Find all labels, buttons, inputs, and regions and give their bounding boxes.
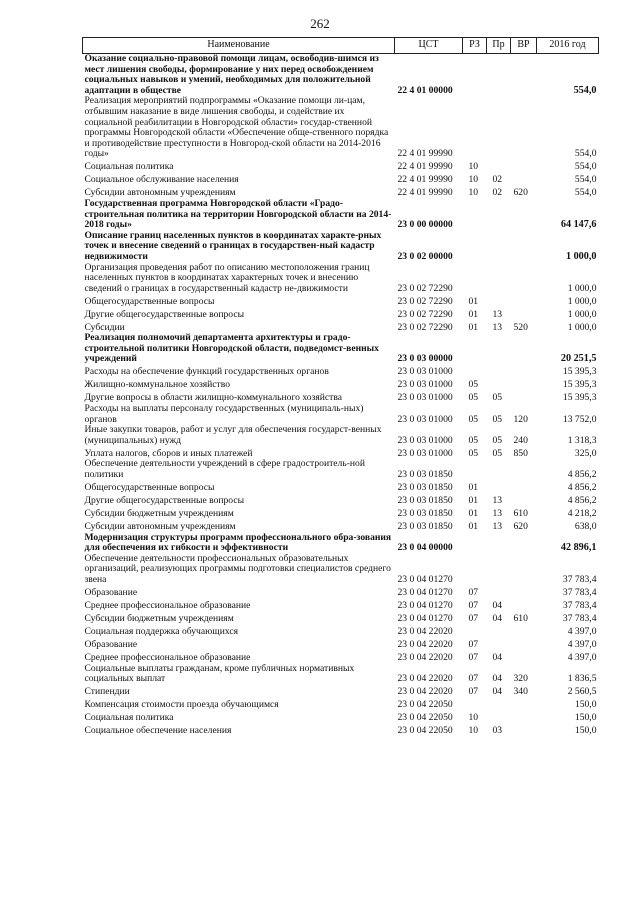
row-code: 23 0 04 22020 (397, 686, 453, 698)
row-expense-type (511, 638, 537, 651)
row-expense-type (511, 160, 537, 173)
row-expense-type (511, 333, 537, 365)
row-section: 10 (468, 712, 479, 724)
row-name: Социальное обеспечение населения (84, 725, 232, 737)
header-rz: РЗ (463, 38, 487, 54)
row-name: Иные закупки товаров, работ и услуг для обеспечения государст-венных (муниципальных) нужд (84, 424, 382, 446)
row-amount: 1 000,0 (565, 250, 597, 262)
table-row (83, 507, 599, 520)
row-code: 23 0 02 00000 (397, 250, 453, 262)
row-subsection: 04 (492, 600, 503, 611)
row-section: 07 (468, 686, 479, 698)
row-expense-type (511, 307, 537, 320)
row-amount: 20 251,5 (560, 353, 597, 365)
row-subsection: 04 (492, 686, 503, 698)
row-section: 07 (468, 600, 479, 611)
table-row (83, 404, 599, 425)
row-code: 23 0 03 01000 (397, 366, 453, 378)
row-amount: 554,0 (574, 187, 597, 199)
row-code: 23 0 04 22020 (397, 652, 453, 663)
row-section: 01 (468, 295, 479, 307)
row-subsection (487, 459, 511, 480)
row-name: Субсидии бюджетным учреждениям (84, 613, 234, 624)
table-row (83, 199, 599, 231)
row-subsection (487, 378, 511, 391)
budget-table (82, 37, 599, 737)
table-row (83, 231, 599, 263)
row-section: 07 (468, 652, 479, 663)
row-name: Общегосударственные вопросы (84, 482, 215, 494)
row-subsection: 03 (492, 725, 503, 737)
row-name: Среднее профессиональное образование (84, 600, 251, 611)
row-section: 10 (468, 187, 479, 199)
row-expense-type: 120 (513, 413, 528, 425)
row-amount: 1 000,0 (567, 308, 597, 320)
row-code: 23 0 02 72290 (397, 295, 453, 307)
row-amount: 1 000,0 (567, 282, 597, 294)
row-name: Реализация полномочий департамента архитектуры и градо-строительной политики Новгородской области, подведомст-венных учреждений (84, 332, 379, 365)
row-expense-type (511, 173, 537, 186)
row-section: 07 (468, 673, 479, 685)
row-name: Реализация мероприятий подпрограммы «Оказание помощи ли-цам, отбывшим наказание в виде лишения свободы, и содействие их социальной реабилитации в Новгородской области» государ-ственной программы Новгородской области «Обеспечение обще-ственного порядка и противодействие преступности в Новгород-ской области на 2014-2016 годы» (84, 95, 389, 160)
row-subsection (487, 294, 511, 307)
row-amount: 2 560,5 (567, 686, 597, 698)
row-amount: 42 896,1 (560, 542, 597, 554)
row-name: Общегосударственные вопросы (84, 295, 215, 307)
row-section: 01 (468, 321, 479, 333)
row-subsection: 02 (492, 174, 503, 186)
row-name: Социальная политика (84, 161, 174, 173)
row-name: Обеспечение деятельности профессиональных образовательных организаций, реализующих программы подготовки специалистов среднего звена (84, 552, 391, 585)
row-amount: 4 856,2 (567, 469, 597, 481)
table-row (83, 586, 599, 599)
row-section (463, 365, 487, 378)
table-row (83, 724, 599, 737)
row-amount: 15 395,3 (562, 392, 597, 404)
row-expense-type (511, 54, 537, 97)
row-name: Оказание социально-правовой помощи лицам, освободив-шимся из мест лишения свободы, формирование у них перед освобождением социальных навыков и умений, необходимых для положительной адаптации в обществе (84, 53, 379, 96)
row-amount: 554,0 (574, 148, 597, 160)
row-amount: 37 783,4 (562, 600, 597, 611)
row-code: 22 4 01 99990 (397, 187, 453, 199)
row-code: 23 0 04 22020 (397, 673, 453, 685)
row-subsection (487, 365, 511, 378)
row-section (463, 625, 487, 638)
table-row (83, 554, 599, 586)
row-code: 23 0 03 01000 (397, 379, 453, 391)
table-row (83, 160, 599, 173)
row-expense-type (511, 711, 537, 724)
table-row (83, 685, 599, 698)
table-header-row (83, 38, 599, 54)
row-code: 23 0 03 01000 (397, 392, 453, 404)
row-section (463, 554, 487, 586)
row-name: Государственная программа Новгородской области «Градо-строительная политика на территории Новгородской области на 2014-2018 годы» (84, 197, 392, 231)
row-name: Модернизация структуры программ профессионального обра-зования для обеспечения их гибкости и эффективности (84, 531, 392, 554)
table-row (83, 186, 599, 199)
table-row (83, 96, 599, 160)
table-row (83, 378, 599, 391)
row-expense-type: 610 (513, 508, 528, 520)
row-subsection (487, 333, 511, 365)
table-row (83, 698, 599, 711)
row-amount: 4 856,2 (567, 482, 597, 494)
table-row (83, 533, 599, 554)
row-code: 23 0 04 22050 (397, 712, 453, 724)
row-section (463, 698, 487, 711)
row-subsection (487, 554, 511, 586)
row-code: 23 0 04 22020 (397, 639, 453, 650)
row-code: 23 0 03 01000 (397, 413, 453, 425)
row-subsection (487, 54, 511, 97)
row-amount: 4 397,0 (567, 639, 597, 650)
table-row (83, 425, 599, 446)
row-section (463, 231, 487, 263)
row-code: 22 4 01 00000 (397, 84, 453, 96)
page-number: 262 (310, 16, 330, 31)
row-section: 07 (468, 639, 479, 650)
row-amount: 37 783,4 (562, 587, 597, 598)
row-section: 10 (468, 161, 479, 173)
row-section: 01 (468, 482, 479, 494)
row-expense-type (511, 96, 537, 160)
row-name: Социальная поддержка обучающихся (84, 626, 239, 637)
row-code: 23 0 04 01270 (397, 587, 453, 598)
row-expense-type: 320 (513, 673, 528, 685)
row-amount: 325,0 (574, 447, 597, 459)
table-row (83, 307, 599, 320)
row-section: 01 (468, 521, 479, 533)
row-expense-type (511, 263, 537, 295)
row-subsection (487, 263, 511, 295)
row-section (463, 96, 487, 160)
row-name: Другие вопросы в области жилищно-коммунального хозяйства (84, 392, 343, 404)
row-amount: 13 752,0 (562, 413, 597, 425)
row-subsection (487, 625, 511, 638)
row-subsection (487, 711, 511, 724)
row-code: 23 0 04 00000 (397, 542, 453, 554)
row-code: 23 0 03 01850 (397, 495, 453, 507)
row-name: Расходы на обеспечение функций государственных органов (84, 366, 329, 378)
row-expense-type (511, 294, 537, 307)
table-row (83, 711, 599, 724)
row-name: Среднее профессиональное образование (84, 652, 251, 663)
row-expense-type (511, 698, 537, 711)
row-name: Описание границ населенных пунктов в координатах характе-рных точек и внесение сведений о границах в государствен-ный кадастр недвижимости (84, 229, 382, 262)
row-amount: 15 395,3 (562, 379, 597, 391)
row-section: 05 (468, 447, 479, 459)
row-amount: 4 397,0 (567, 626, 597, 637)
table-row (83, 263, 599, 295)
row-section: 10 (468, 725, 479, 737)
row-code: 23 0 03 01850 (397, 508, 453, 520)
row-code: 23 0 03 01850 (397, 469, 453, 481)
row-expense-type (511, 651, 537, 664)
row-section: 07 (468, 613, 479, 624)
row-subsection (487, 231, 511, 263)
row-subsection (487, 533, 511, 554)
row-code: 23 0 03 00000 (397, 353, 453, 365)
row-expense-type (511, 391, 537, 404)
row-code: 23 0 04 01270 (397, 600, 453, 611)
row-expense-type (511, 199, 537, 231)
row-expense-type (511, 554, 537, 586)
row-amount: 1 000,0 (567, 321, 597, 333)
row-subsection: 13 (492, 308, 503, 320)
row-amount: 15 395,3 (562, 366, 597, 378)
row-amount: 37 783,4 (562, 574, 597, 585)
row-subsection: 04 (492, 673, 503, 685)
row-expense-type (511, 365, 537, 378)
row-amount: 554,0 (574, 174, 597, 186)
table-row (83, 54, 599, 97)
row-amount: 1 836,5 (567, 673, 597, 685)
row-amount: 638,0 (574, 521, 597, 533)
table-row (83, 494, 599, 507)
row-name: Жилищно-коммунальное хозяйство (84, 379, 231, 391)
row-code: 22 4 01 99990 (397, 174, 453, 186)
row-expense-type (511, 494, 537, 507)
table-body (83, 54, 599, 737)
row-code: 23 0 00 00000 (397, 219, 453, 231)
row-subsection (487, 199, 511, 231)
row-amount: 150,0 (574, 725, 597, 737)
row-name: Образование (84, 639, 138, 650)
table-row (83, 612, 599, 625)
row-code: 23 0 02 72290 (397, 282, 453, 294)
row-subsection (487, 698, 511, 711)
row-subsection (487, 160, 511, 173)
row-expense-type (511, 599, 537, 612)
row-code: 23 0 04 22020 (397, 626, 453, 637)
row-name: Социальное обслуживание населения (84, 174, 239, 186)
row-section (463, 263, 487, 295)
row-subsection: 13 (492, 521, 503, 533)
row-expense-type (511, 459, 537, 480)
table-row (83, 459, 599, 480)
header-pr: Пр (487, 38, 511, 54)
row-code: 23 0 02 72290 (397, 321, 453, 333)
row-expense-type (511, 724, 537, 737)
table-row (83, 638, 599, 651)
row-section (463, 459, 487, 480)
row-code: 23 0 02 72290 (397, 308, 453, 320)
row-amount: 37 783,4 (562, 613, 597, 624)
table-row (83, 599, 599, 612)
row-amount: 4 397,0 (567, 652, 597, 663)
table-row (83, 651, 599, 664)
row-expense-type: 610 (513, 613, 528, 624)
row-name: Другие общегосударственные вопросы (84, 308, 245, 320)
row-name: Стипендии (84, 686, 130, 698)
row-expense-type (511, 231, 537, 263)
row-name: Организация проведения работ по описанию местоположения границ населенных пунктов в координатах характерных точек и внесению сведений о границах в государственный кадастр не-движимости (84, 261, 370, 294)
row-name: Субсидии автономным учреждениям (84, 187, 236, 199)
row-subsection: 05 (492, 413, 503, 425)
row-amount: 150,0 (574, 699, 597, 711)
row-section: 05 (468, 434, 479, 446)
row-code: 23 0 04 01270 (397, 613, 453, 624)
row-name: Социальные выплаты гражданам, кроме публичных нормативных социальных выплат (84, 662, 355, 685)
row-expense-type: 620 (513, 521, 528, 533)
row-subsection (487, 638, 511, 651)
row-name: Компенсация стоимости проезда обучающимся (84, 699, 279, 711)
row-expense-type: 520 (513, 321, 528, 333)
row-subsection: 13 (492, 508, 503, 520)
header-name: Наименование (83, 38, 395, 54)
table-row (83, 173, 599, 186)
row-name: Субсидии бюджетным учреждениям (84, 508, 234, 520)
row-expense-type (511, 378, 537, 391)
table-row (83, 333, 599, 365)
row-subsection (487, 586, 511, 599)
row-expense-type (511, 586, 537, 599)
row-amount: 1 000,0 (567, 295, 597, 307)
row-code: 23 0 03 01850 (397, 521, 453, 533)
row-name: Субсидии (84, 321, 125, 333)
row-amount: 1 318,3 (567, 434, 597, 446)
row-subsection: 05 (492, 447, 503, 459)
header-vr: ВР (511, 38, 537, 54)
row-amount: 64 147,6 (560, 219, 597, 231)
row-section: 07 (468, 587, 479, 598)
row-name: Субсидии автономным учреждениям (84, 521, 236, 533)
row-subsection: 04 (492, 613, 503, 624)
row-code: 23 0 03 01850 (397, 482, 453, 494)
row-section: 10 (468, 174, 479, 186)
table-row (83, 294, 599, 307)
row-subsection: 13 (492, 495, 503, 507)
row-name: Обеспечение деятельности учреждений в сфере градостроитель-ной политики (84, 458, 365, 481)
row-code: 23 0 04 22050 (397, 699, 453, 711)
row-amount: 4 856,2 (567, 495, 597, 507)
row-code: 23 0 04 01270 (397, 574, 453, 585)
row-name: Социальная политика (84, 712, 174, 724)
row-section (463, 333, 487, 365)
row-code: 22 4 01 99990 (397, 148, 453, 160)
row-amount: 4 218,2 (567, 508, 597, 520)
row-name: Уплата налогов, сборов и иных платежей (84, 447, 253, 459)
table-row (83, 481, 599, 494)
row-section (463, 533, 487, 554)
table-row (83, 365, 599, 378)
header-amount: 2016 год (537, 38, 599, 54)
row-code: 23 0 03 01000 (397, 434, 453, 446)
row-expense-type (511, 625, 537, 638)
row-amount: 554,0 (574, 161, 597, 173)
row-section: 01 (468, 308, 479, 320)
row-code: 22 4 01 99990 (397, 161, 453, 173)
row-expense-type (511, 533, 537, 554)
row-subsection: 04 (492, 652, 503, 663)
row-section: 05 (468, 392, 479, 404)
table-row (83, 664, 599, 685)
row-amount: 554,0 (573, 84, 597, 96)
row-expense-type: 620 (513, 187, 528, 199)
row-section: 01 (468, 495, 479, 507)
row-expense-type: 240 (513, 434, 528, 446)
row-expense-type (511, 481, 537, 494)
row-section: 05 (468, 379, 479, 391)
row-expense-type: 340 (513, 686, 528, 698)
row-subsection: 05 (492, 434, 503, 446)
row-code: 23 0 03 01000 (397, 447, 453, 459)
row-section (463, 54, 487, 97)
row-name: Образование (84, 587, 138, 598)
row-section: 01 (468, 508, 479, 520)
row-subsection: 02 (492, 187, 503, 199)
row-code: 23 0 04 22050 (397, 725, 453, 737)
row-subsection (487, 96, 511, 160)
row-section (463, 199, 487, 231)
row-expense-type: 850 (513, 447, 528, 459)
row-subsection (487, 481, 511, 494)
row-amount: 150,0 (574, 712, 597, 724)
row-name: Расходы на выплаты персоналу государственных (муниципаль-ных) органов (84, 403, 364, 425)
row-name: Другие общегосударственные вопросы (84, 495, 245, 507)
table-row (83, 625, 599, 638)
row-subsection: 05 (492, 392, 503, 404)
row-section: 05 (468, 413, 479, 425)
header-code: ЦСТ (395, 38, 463, 54)
row-subsection: 13 (492, 321, 503, 333)
table-row (83, 520, 599, 533)
